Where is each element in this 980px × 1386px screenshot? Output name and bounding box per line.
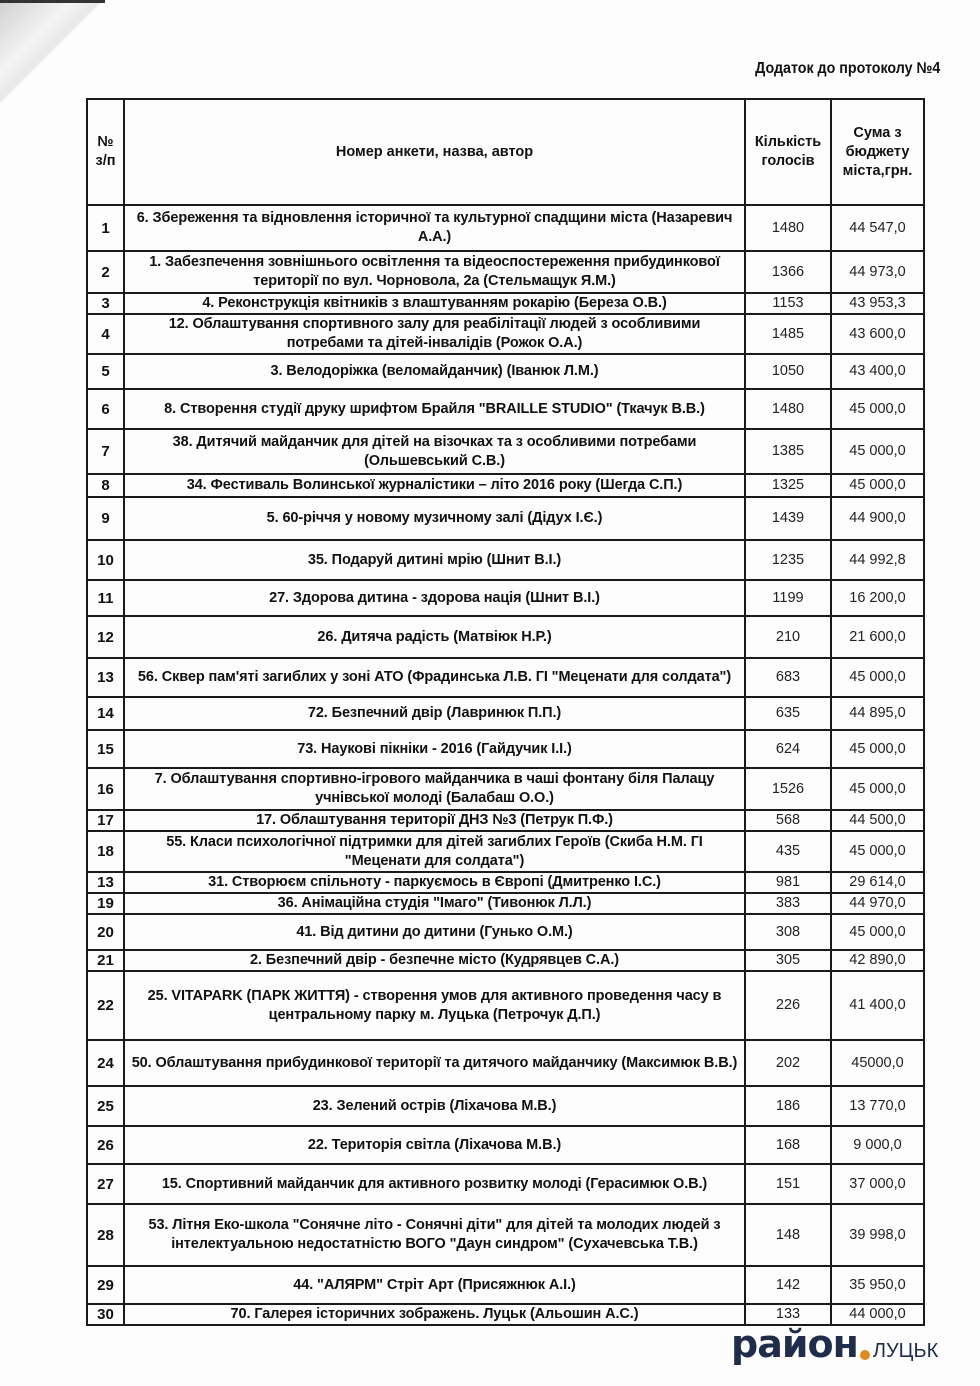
table-row [87,354,924,389]
project-name [124,768,745,810]
project-name-text: 38. Дитячий майданчик для дітей на візочках та з особливими потребами (Ольшевський С.В.) [172,433,697,469]
vote-count: 1050 [745,354,831,389]
vote-count: 1385 [745,429,831,474]
row-number: 8 [87,474,124,497]
project-name [124,1164,745,1204]
row-number: 11 [87,580,124,616]
budget-sum: 44 500,0 [831,810,924,831]
row-number: 25 [87,1086,124,1126]
vote-count: 1153 [745,293,831,314]
project-name [124,1266,745,1304]
budget-sum: 29 614,0 [831,872,924,893]
header-num: № з/п [87,99,124,205]
row-number: 16 [87,768,124,810]
row-number: 22 [87,971,124,1040]
vote-count: 1526 [745,768,831,810]
table-row [87,1086,924,1126]
budget-sum: 44 992,8 [831,540,924,580]
project-name [124,971,745,1040]
project-name-text: 23. Зелений острів (Ліхачова М.В.) [312,1097,557,1114]
vote-count: 142 [745,1266,831,1304]
vote-count: 1366 [745,251,831,293]
budget-sum: 13 770,0 [831,1086,924,1126]
vote-count: 1480 [745,389,831,429]
project-name-text: 41. Від дитини до дитини (Гунько О.М.) [296,923,573,940]
row-number: 29 [87,1266,124,1304]
project-name [124,914,745,950]
project-name-text: 26. Дитяча радість (Матвіюк Н.Р.) [317,628,552,645]
project-name [124,474,745,497]
budget-sum: 45 000,0 [831,730,924,768]
project-name-text: 12. Облаштування спортивного залу для реабілітації людей з особливими потребами та дітей-інвалідів (Рожок О.А.) [168,316,701,351]
project-name [124,893,745,914]
table-body [87,205,924,1325]
vote-count: 1235 [745,540,831,580]
budget-sum: 45 000,0 [831,831,924,872]
budget-sum: 39 998,0 [831,1204,924,1266]
budget-sum: 44 970,0 [831,893,924,914]
table-row [87,730,924,768]
row-number: 13 [87,872,124,893]
vote-count: 435 [745,831,831,872]
budget-sum: 45 000,0 [831,914,924,950]
project-name-text: 4. Реконструкція квітників з влаштуванням рокарію (Береза О.В.) [202,295,667,311]
vote-count: 308 [745,914,831,950]
budget-sum: 43 400,0 [831,354,924,389]
row-number: 19 [87,893,124,914]
budget-sum: 43 600,0 [831,314,924,354]
project-name-text: 73. Наукові пікніки - 2016 (Гайдучик І.І.) [297,740,572,757]
table-row [87,1126,924,1164]
table-row [87,768,924,810]
project-name [124,389,745,429]
project-name [124,429,745,474]
row-number: 9 [87,497,124,540]
vote-count: 1439 [745,497,831,540]
logo-dot-icon [860,1350,870,1360]
project-name-text: 34. Фестиваль Волинської журналістики – літо 2016 року (Шегда С.П.) [186,477,683,493]
budget-sum: 44 973,0 [831,251,924,293]
row-number: 3 [87,293,124,314]
project-name-text: 15. Спортивний майданчик для активного розвитку молоді (Герасимюк О.В.) [161,1175,708,1192]
budget-sum: 45 000,0 [831,474,924,497]
budget-sum: 16 200,0 [831,580,924,616]
project-name [124,730,745,768]
project-name [124,314,745,354]
row-number: 7 [87,429,124,474]
project-name-text: 70. Галерея історичних зображень. Луцьк (Альошин А.С.) [230,1306,639,1322]
row-number: 17 [87,810,124,831]
table-row [87,697,924,730]
row-number: 2 [87,251,124,293]
project-name [124,1304,745,1325]
project-name [124,872,745,893]
table-row [87,1266,924,1304]
project-name-text: 50. Облаштування прибудинкової території та дитячого майданчику (Максимюк В.В.) [131,1054,738,1071]
row-number: 12 [87,616,124,658]
project-name-text: 31. Створюєм спільноту - паркуємось в Європі (Дмитренко І.С.) [208,874,661,890]
vote-count: 383 [745,893,831,914]
vote-count: 305 [745,950,831,971]
row-number: 4 [87,314,124,354]
table-row [87,474,924,497]
table-row [87,429,924,474]
vote-count: 1485 [745,314,831,354]
table-row [87,914,924,950]
project-name [124,831,745,872]
project-name [124,1040,745,1086]
budget-sum: 44 547,0 [831,205,924,251]
header-sum: Сума з бюджету міста,грн. [831,99,924,205]
header-votes: Кількість голосів [745,99,831,205]
row-number: 24 [87,1040,124,1086]
project-name [124,540,745,580]
table-header-row [87,99,924,205]
budget-sum: 41 400,0 [831,971,924,1040]
project-name-text: 6. Збереження та відновлення історичної та культурної спадщини міста (Назаревич А.А.) [136,210,733,245]
project-name-text: 27. Здорова дитина - здорова нація (Шнит В.І.) [269,589,600,606]
vote-count: 981 [745,872,831,893]
budget-sum: 44 895,0 [831,697,924,730]
row-number: 26 [87,1126,124,1164]
vote-count: 210 [745,616,831,658]
row-number: 10 [87,540,124,580]
project-name-text: 56. Сквер пам'яті загиблих у зоні АТО (Фрадинська Л.В. ГІ "Меценати для солдата") [137,669,732,685]
budget-sum: 45 000,0 [831,768,924,810]
table-row [87,1164,924,1204]
budget-sum: 37 000,0 [831,1164,924,1204]
table-row [87,658,924,697]
vote-count: 133 [745,1304,831,1325]
folded-page-corner [0,0,105,105]
table-row [87,251,924,293]
row-number: 28 [87,1204,124,1266]
projects-table [86,98,925,1326]
vote-count: 151 [745,1164,831,1204]
table-row [87,1204,924,1266]
table-row [87,971,924,1040]
budget-sum: 45 000,0 [831,429,924,474]
vote-count: 1199 [745,580,831,616]
project-name [124,950,745,971]
table-row [87,831,924,872]
project-name [124,697,745,730]
row-number: 21 [87,950,124,971]
vote-count: 226 [745,971,831,1040]
project-name [124,1204,745,1266]
project-name [124,1126,745,1164]
row-number: 13 [87,658,124,697]
row-number: 14 [87,697,124,730]
raion-lutsk-logo [731,1322,938,1366]
row-number: 30 [87,1304,124,1325]
table-row [87,314,924,354]
vote-count: 624 [745,730,831,768]
project-name-text: 55. Класи психологічної підтримки для дітей загиблих Героїв (Скиба Н.М. ГІ "Меценати для солдата") [166,833,703,869]
vote-count: 635 [745,697,831,730]
project-name [124,1086,745,1126]
budget-sum: 42 890,0 [831,950,924,971]
logo-main-text: район [731,1322,858,1366]
budget-sum: 35 950,0 [831,1266,924,1304]
budget-sum: 45 000,0 [831,389,924,429]
vote-count: 568 [745,810,831,831]
project-name-text: 5. 60-річчя у новому музичному залі (Дідух І.Є.) [266,510,603,526]
budget-sum: 9 000,0 [831,1126,924,1164]
table-row [87,616,924,658]
table-row [87,580,924,616]
vote-count: 168 [745,1126,831,1164]
project-name [124,580,745,616]
budget-sum: 44 000,0 [831,1304,924,1325]
row-number: 6 [87,389,124,429]
project-name [124,205,745,251]
table-row [87,205,924,251]
table-row [87,950,924,971]
table-row [87,872,924,893]
project-name-text: 22. Територія світла (Ліхачова М.В.) [307,1136,562,1153]
project-name [124,810,745,831]
table-row [87,540,924,580]
logo-city-text: ЛУЦЬК [872,1340,939,1362]
vote-count: 186 [745,1086,831,1126]
project-name [124,616,745,658]
project-name [124,293,745,314]
vote-count: 202 [745,1040,831,1086]
vote-count: 1325 [745,474,831,497]
budget-sum: 45000,0 [831,1040,924,1086]
row-number: 18 [87,831,124,872]
table-row [87,810,924,831]
project-name-text: 36. Анімаційна студія "Імаго" (Тивонюк Л.Л.) [277,895,592,911]
table-row [87,293,924,314]
vote-count: 1480 [745,205,831,251]
project-name-text: 8. Створення студії друку шрифтом Брайля "BRAILLE STUDIO" (Ткачук В.В.) [164,400,705,417]
project-name-text: 3. Велодоріжка (веломайданчик) (Іванюк Л.М.) [270,363,599,379]
budget-sum: 45 000,0 [831,658,924,697]
row-number: 1 [87,205,124,251]
header-name: Номер анкети, назва, автор [124,99,745,205]
table-row [87,893,924,914]
budget-sum: 21 600,0 [831,616,924,658]
project-name-text: 44. "АЛЯРМ" Стріт Арт (Присяжнюк А.І.) [293,1276,576,1293]
project-name-text: 25. VITAPARK (ПАРК ЖИТТЯ) - створення умов для активного проведення часу в центральному парку м. Луцька (Петрочук Д.П.) [147,987,722,1023]
project-name [124,354,745,389]
vote-count: 148 [745,1204,831,1266]
project-name-text: 17. Облаштування території ДНЗ №3 (Петрук П.Ф.) [256,812,613,828]
project-name-text: 1. Забезпечення зовнішнього освітлення та відеоспостереження прибудинкової території по вул. Чорновола, 2а (Стельмащук Я.М.) [149,254,720,289]
project-name-text: 7. Облаштування спортивно-ігрового майданчика в чаші фонтану біля Палацу учнівської молоді (Балабаш О.О.) [154,771,715,806]
project-name [124,497,745,540]
project-name-text: 53. Літня Еко-школа "Сонячне літо - Сонячні діти" для дітей та молодих людей з інтелектуальною недостатністю ВОГО "Даун синдром" (Сухачевська Т.В.) [148,1217,721,1252]
table-row [87,497,924,540]
row-number: 20 [87,914,124,950]
vote-count: 683 [745,658,831,697]
project-name-text: 72. Безпечний двір (Лавринюк П.П.) [307,705,562,721]
appendix-title: Додаток до протоколу №4 [754,60,940,77]
table-row [87,1040,924,1086]
budget-sum: 43 953,3 [831,293,924,314]
budget-sum: 44 900,0 [831,497,924,540]
project-name-text: 35. Подаруй дитині мрію (Шнит В.І.) [307,551,562,568]
project-name [124,251,745,293]
row-number: 15 [87,730,124,768]
project-name-text: 2. Безпечний двір - безпечне місто (Кудрявцев С.А.) [249,952,620,968]
project-name [124,658,745,697]
table-row [87,389,924,429]
row-number: 5 [87,354,124,389]
row-number: 27 [87,1164,124,1204]
